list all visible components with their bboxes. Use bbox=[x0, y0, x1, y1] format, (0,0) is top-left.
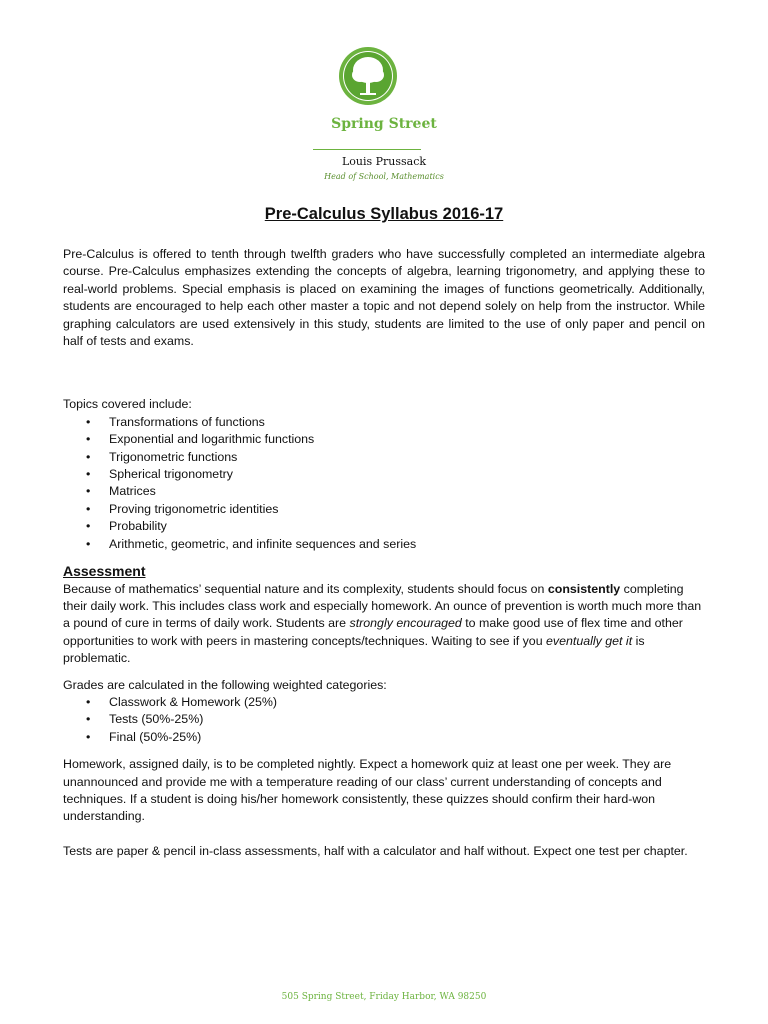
list-item: • Probability bbox=[86, 518, 705, 535]
school-name: Spring Street bbox=[331, 116, 437, 132]
text-run: Because of mathematics’ sequential nature and its complexity, students should focus on bbox=[63, 581, 548, 596]
text-run: completing their daily work. This includes class work and especially homework. An ounce of prevention is worth much more than a pound of cure in terms of daily work. Students are bbox=[63, 581, 702, 631]
head-name: Louis Prussack bbox=[341, 155, 427, 168]
list-item: • Final (50%-25%) bbox=[86, 729, 705, 746]
list-item: • Proving trigonometric identities bbox=[86, 501, 705, 518]
grades-intro: Grades are calculated in the following weighted categories: bbox=[63, 677, 387, 692]
list-item: • Transformations of functions bbox=[86, 414, 705, 431]
bold-run: consistently bbox=[547, 581, 621, 596]
head-title: Head of School, Mathematics bbox=[324, 172, 444, 181]
letterhead-rule bbox=[313, 149, 421, 150]
list-item: • Trigonometric functions bbox=[86, 449, 705, 466]
page-title: Pre-Calculus Syllabus 2016-17 bbox=[264, 205, 504, 223]
footer-address: 505 Spring Street, Friday Harbor, WA 98250 bbox=[281, 992, 487, 1002]
assessment-heading: Assessment bbox=[63, 563, 146, 580]
italic-run: strongly encouraged bbox=[349, 616, 462, 631]
homework-paragraph: Homework, assigned daily, is to be completed nightly. Expect a homework quiz at least one per week. They are unannounced and provide me with a temperature reading of our class’ current understanding of concepts and techniques. If a student is doing his/her homework consistently, these quizzes should confirm their hard-won understanding. bbox=[63, 757, 672, 824]
list-item: • Exponential and logarithmic functions bbox=[86, 431, 705, 448]
topics-list bbox=[63, 414, 705, 553]
italic-run: eventually get it bbox=[546, 633, 633, 648]
list-item: • Classwork & Homework (25%) bbox=[86, 694, 705, 711]
text-run: to make good use of flex time and other opportunities to work with peers in mastering concepts/techniques. Waiting to see if you bbox=[63, 616, 683, 648]
tree-logo-icon bbox=[338, 46, 398, 106]
list-item: • Matrices bbox=[86, 483, 705, 500]
topics-intro: Topics covered include: bbox=[63, 397, 192, 412]
list-item: • Arithmetic, geometric, and infinite sequences and series bbox=[86, 536, 705, 553]
tests-paragraph: Tests are paper & pencil in-class assessments, half with a calculator and half without. Expect one test per chapter. bbox=[63, 843, 688, 858]
text-run: is problematic. bbox=[63, 633, 645, 666]
document-body bbox=[63, 246, 705, 860]
list-item: • Spherical trigonometry bbox=[86, 466, 705, 483]
intro-paragraph: Pre-Calculus is offered to tenth through twelfth graders who have successfully completed an intermediate algebra course. Pre-Calculus emphasizes extending the concepts of algebra, learning trigonometry, and applying these to real-world problems. Special emphasis is placed on examining the images of functions geometrically. Additionally, students are encouraged to help each other master a topic and not depend solely on help from the instructor. While graphing calculators are used extensively in this study, students are limited to the use of only paper and pencil on half of tests and exams. bbox=[63, 247, 705, 349]
grades-list bbox=[63, 694, 705, 746]
list-item: • Tests (50%-25%) bbox=[86, 711, 705, 728]
assessment-paragraph bbox=[63, 581, 705, 668]
